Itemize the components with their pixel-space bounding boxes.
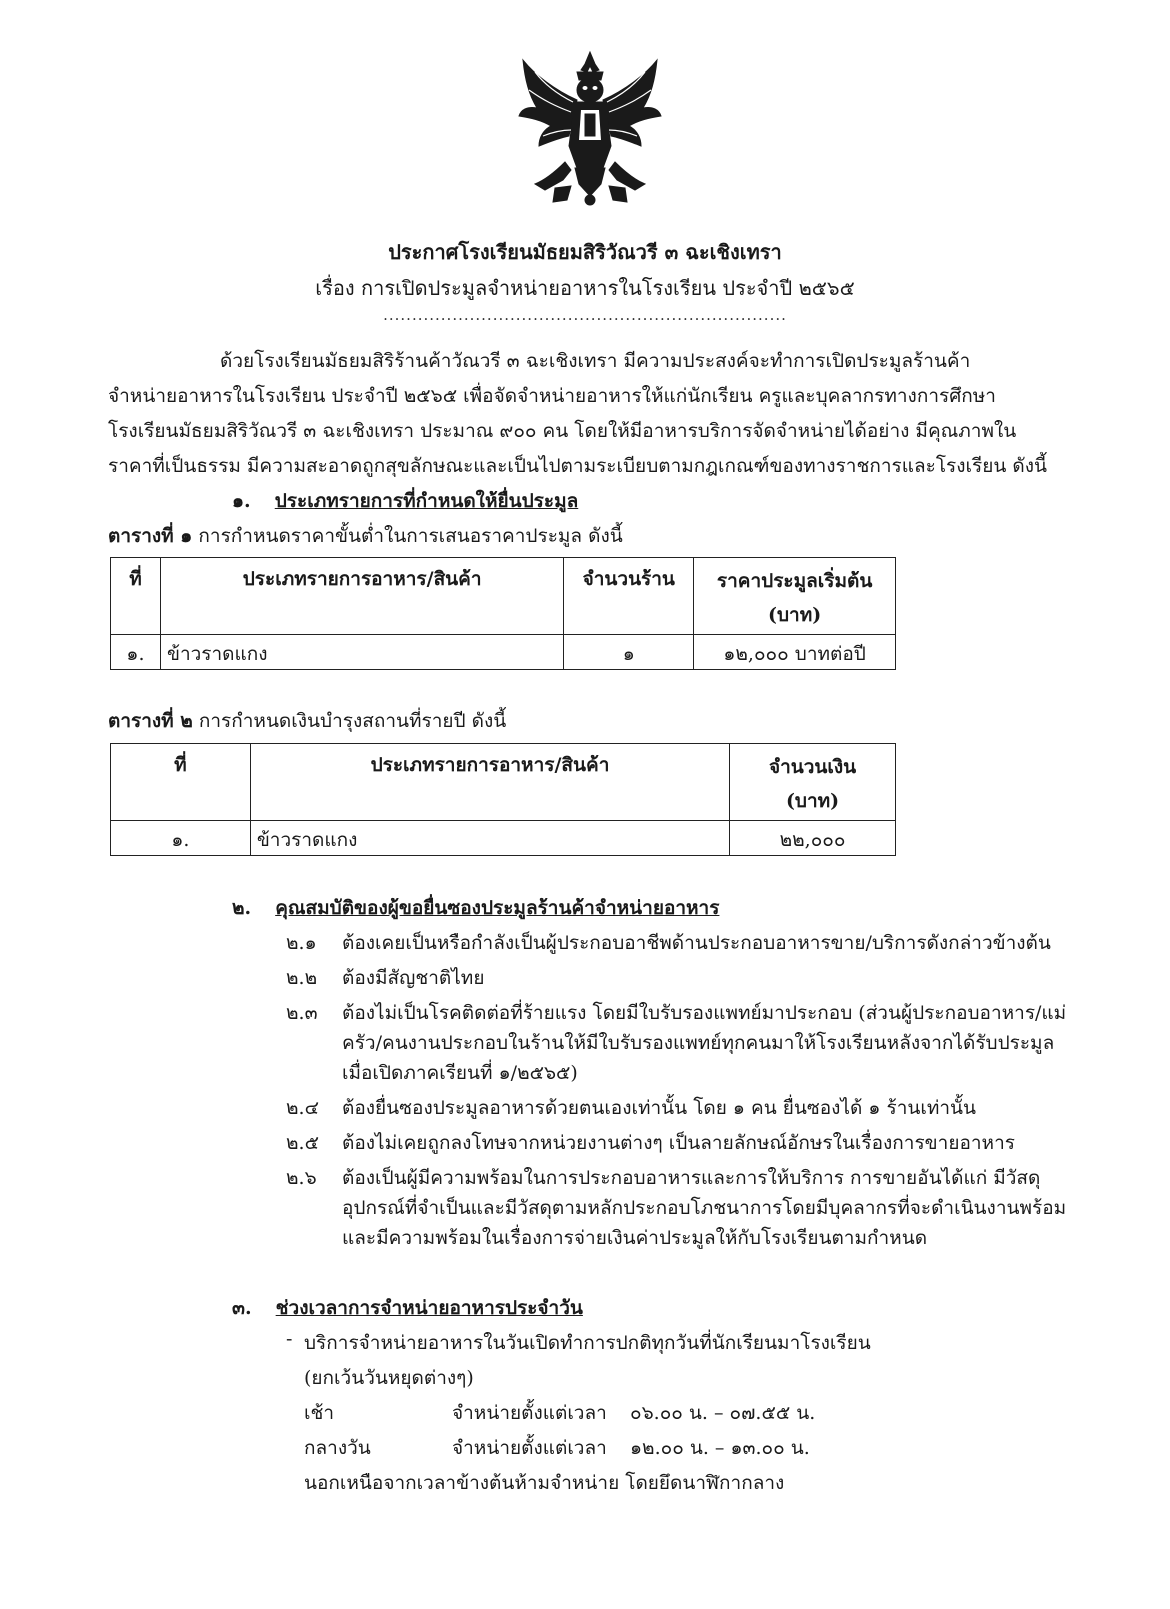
intro-line: จำหน่ายอาหารในโรงเรียน ประจำปี ๒๕๖๕ เพื่อจัดจำหน่ายอาหารให้แก่นักเรียน ครูและบุคลากรทางการศึกษา	[108, 385, 996, 407]
list-item: ครัว/คนงานประกอบในร้านให้มีใบรับรองแพทย์ทุกคนมาให้โรงเรียนหลังจากได้รับประมูล	[342, 1032, 1055, 1054]
schedule-footer-note: นอกเหนือจากเวลาข้างต้นห้ามจำหน่าย โดยยึดนาฬิกากลาง	[304, 1472, 785, 1494]
table1-cell-no: ๑.	[111, 635, 161, 670]
list-item-number: ๒.๖	[286, 1167, 317, 1189]
section1-number: ๑.	[232, 490, 251, 512]
table2-header-amount-label: จำนวนเงิน	[768, 756, 857, 778]
table1-caption-label: ตารางที่ ๑	[108, 525, 193, 547]
table1-header-shops: จำนวนร้าน	[564, 558, 694, 635]
table2-caption	[108, 706, 506, 736]
list-item-number: ๒.๑	[286, 932, 317, 954]
table2-cell-no: ๑.	[111, 821, 251, 856]
table1-caption-text: การกำหนดราคาขั้นต่ำในการเสนอราคาประมูล ดังนี้	[192, 525, 623, 547]
list-item-number: ๒.๕	[286, 1132, 319, 1154]
table2-header-no: ที่	[111, 744, 251, 821]
table2-header-amount	[730, 744, 896, 821]
table1-cell-price: ๑๒,๐๐๐ บาทต่อปี	[694, 635, 896, 670]
table2-header-item: ประเภทรายการอาหาร/สินค้า	[250, 744, 729, 821]
announcement-subject: เรื่อง การเปิดประมูลจำหน่ายอาหารในโรงเรียน ประจำปี ๒๕๖๕	[315, 276, 855, 300]
list-item: ต้องไม่เคยถูกลงโทษจากหน่วยงานต่างๆ เป็นลายลักษณ์อักษรในเรื่องการขายอาหาร	[342, 1132, 1015, 1154]
table1-header-price-unit: (บาท)	[767, 604, 822, 626]
table1-cell-item: ข้าวราดแกง	[160, 635, 563, 670]
section3-title: ช่วงเวลาการจำหน่ายอาหารประจำวัน	[275, 1297, 583, 1319]
table2-header-row	[111, 744, 896, 821]
schedule-period-morning: เช้า	[304, 1402, 335, 1424]
section3-heading	[232, 1293, 583, 1323]
list-item: เมื่อเปิดภาคเรียนที่ ๑/๒๕๖๕)	[342, 1062, 578, 1084]
table1-header-price	[694, 558, 896, 635]
schedule-time-noon: ๑๒.๐๐ น. – ๑๓.๐๐ น.	[630, 1437, 810, 1459]
section2-heading	[232, 893, 719, 923]
section2-number: ๒.	[232, 897, 252, 919]
list-item-number: ๒.๓	[286, 1002, 318, 1024]
section1-title: ประเภทรายการที่กำหนดให้ยื่นประมูล	[274, 490, 579, 512]
list-item: ต้องยื่นซองประมูลอาหารด้วยตนเองเท่านั้น โดย ๑ คน ยื่นซองได้ ๑ ร้านเท่านั้น	[342, 1097, 977, 1119]
table2-caption-text: การกำหนดเงินบำรุงสถานที่รายปี ดังนี้	[192, 710, 507, 732]
list-item: ต้องไม่เป็นโรคติดต่อที่ร้ายแรง โดยมีใบรับรองแพทย์มาประกอบ (ส่วนผู้ประกอบอาหาร/แม่	[342, 1002, 1067, 1024]
section2-title: คุณสมบัติของผู้ขอยื่นซองประมูลร้านค้าจำหน่ายอาหาร	[275, 897, 720, 919]
service-note: (ยกเว้นวันหยุดต่างๆ)	[304, 1367, 474, 1389]
list-item: ต้องมีสัญชาติไทย	[342, 967, 485, 989]
list-item: ต้องเป็นผู้มีความพร้อมในการประกอบอาหารและการให้บริการ การขายอันได้แก่ มีวัสดุ	[342, 1167, 1041, 1189]
table1-header-row	[111, 558, 896, 635]
table2	[110, 743, 896, 856]
bullet-dash: -	[286, 1328, 293, 1350]
table1-header-no: ที่	[111, 558, 161, 635]
separator-dots: ......................................................................	[383, 306, 787, 324]
announcement-title: ประกาศโรงเรียนมัธยมสิริวัณวรี ๓ ฉะเชิงเทรา	[388, 240, 782, 264]
garuda-emblem-icon	[515, 50, 665, 208]
intro-line: ราคาที่เป็นธรรม มีความสะอาดถูกสุขลักษณะและเป็นไปตามระเบียบตามกฎเกณฑ์ของทางราชการและโรงเรียน ดังนี้	[108, 455, 1047, 477]
intro-line: โรงเรียนมัธยมสิริวัณวรี ๓ ฉะเชิงเทรา ประมาณ ๙๐๐ คน โดยให้มีอาหารบริการจัดจำหน่ายได้อย่าง มีคุณภาพใน	[108, 420, 1017, 442]
list-item: และมีความพร้อมในเรื่องการจ่ายเงินค่าประมูลให้กับโรงเรียนตามกำหนด	[342, 1227, 928, 1249]
list-item: อุปกรณ์ที่จำเป็นและมีวัสดุตามหลักประกอบโภชนาการโดยมีบุคลากรที่จะดำเนินงานพร้อม	[342, 1197, 1067, 1219]
schedule-time-morning: ๐๖.๐๐ น. – ๐๗.๕๕ น.	[630, 1402, 816, 1424]
table2-cell-item: ข้าวราดแกง	[250, 821, 729, 856]
table-row	[111, 635, 896, 670]
schedule-period-noon: กลางวัน	[304, 1437, 371, 1459]
table1-header-item: ประเภทรายการอาหาร/สินค้า	[160, 558, 563, 635]
table2-cell-amount: ๒๒,๐๐๐	[730, 821, 896, 856]
list-item-number: ๒.๒	[286, 967, 318, 989]
section1-heading	[232, 486, 578, 516]
list-item-number: ๒.๔	[286, 1097, 319, 1119]
service-line: บริการจำหน่ายอาหารในวันเปิดทำการปกติทุกวันที่นักเรียนมาโรงเรียน	[304, 1332, 871, 1354]
table1	[110, 557, 896, 670]
section3-number: ๓.	[232, 1297, 252, 1319]
intro-line: ด้วยโรงเรียนมัธยมสิริร้านค้าวัณวรี ๓ ฉะเชิงเทรา มีความประสงค์จะทำการเปิดประมูลร้านค้า	[220, 350, 971, 372]
schedule-label: จำหน่ายตั้งแต่เวลา	[452, 1437, 607, 1459]
table2-caption-label: ตารางที่ ๒	[108, 710, 193, 732]
table1-cell-shops: ๑	[564, 635, 694, 670]
table2-header-amount-unit: (บาท)	[785, 790, 840, 812]
table-row	[111, 821, 896, 856]
table1-header-price-label: ราคาประมูลเริ่มต้น	[716, 570, 873, 592]
schedule-label: จำหน่ายตั้งแต่เวลา	[452, 1402, 607, 1424]
list-item: ต้องเคยเป็นหรือกำลังเป็นผู้ประกอบอาชีพด้านประกอบอาหารขาย/บริการดังกล่าวข้างต้น	[342, 932, 1051, 954]
table1-caption	[108, 521, 623, 551]
